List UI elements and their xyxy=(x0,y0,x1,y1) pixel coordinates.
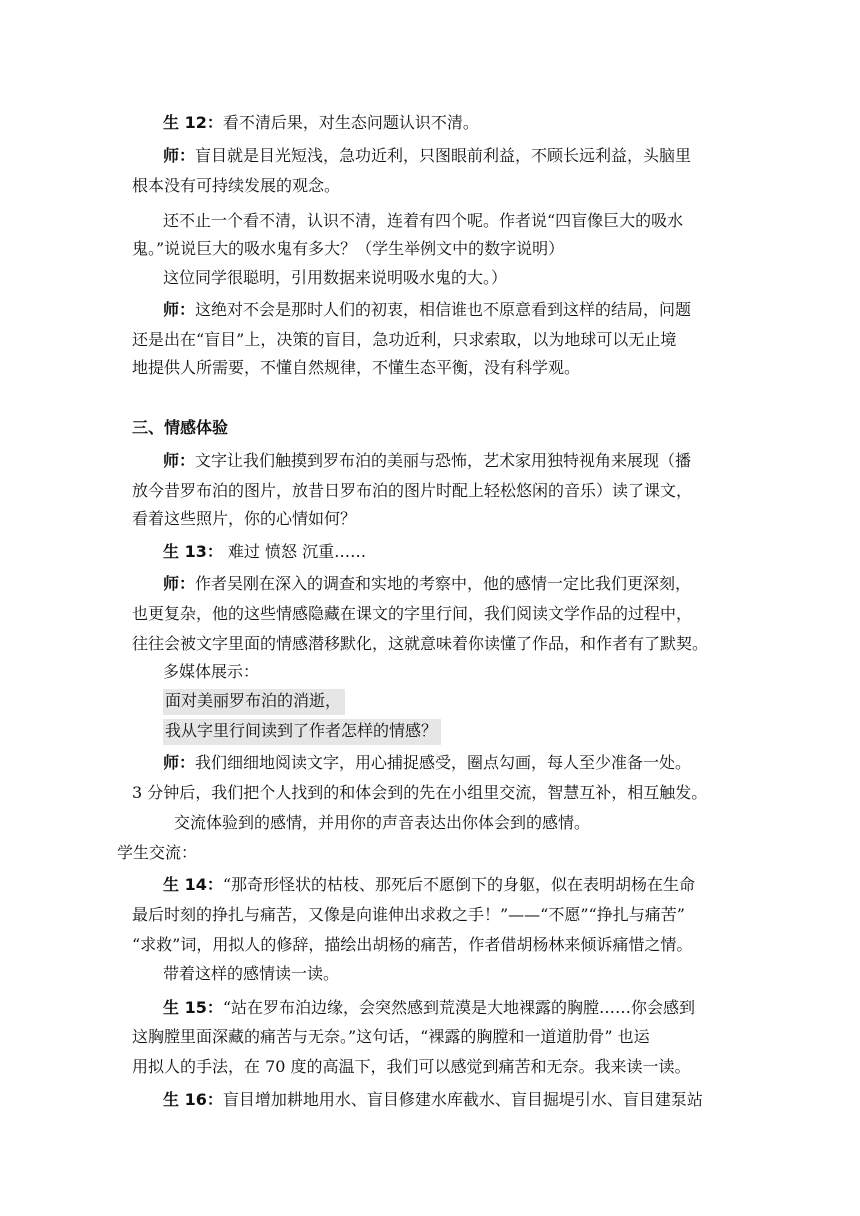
speaker-label: 师： xyxy=(163,753,196,772)
line-text: 还是出在“盲目”上，决策的盲目，急功近利，只求索取，以为地球可以无止境 xyxy=(132,330,677,349)
line-text: 这绝对不会是那时人们的初衷，相信谁也不原意看到这样的结局，问题 xyxy=(195,300,692,319)
line-text: 三、情感体验 xyxy=(132,418,229,437)
text-line xyxy=(163,689,345,715)
speaker-label: 生 15： xyxy=(163,998,223,1017)
line-text: 带着这样的感情读一读。 xyxy=(163,964,340,983)
text-line xyxy=(132,604,692,626)
speaker-label: 生 13： xyxy=(163,542,223,561)
text-line xyxy=(132,176,340,198)
speaker-label: 师： xyxy=(163,451,196,470)
text-line xyxy=(163,719,441,745)
text-line xyxy=(163,211,683,233)
text-line xyxy=(132,783,707,805)
speaker-label: 师： xyxy=(163,146,196,165)
speaker-label: 师： xyxy=(163,574,196,593)
text-line xyxy=(163,542,366,564)
text-line xyxy=(163,268,507,290)
line-text: 我从字里行间读到了作者怎样的情感？ xyxy=(165,721,438,740)
text-line xyxy=(132,481,692,503)
line-text: 学生交流： xyxy=(117,843,198,862)
line-text: 也更复杂，他的这些情感隐藏在课文的字里行间，我们阅读文学作品的过程中， xyxy=(132,604,693,623)
line-text: 用拟人的手法，在 70 度的高温下，我们可以感觉到痛苦和无奈。我来读一读。 xyxy=(132,1057,691,1076)
text-line xyxy=(163,964,339,986)
line-text: 放今昔罗布泊的图片，放昔日罗布泊的图片时配上轻松悠闲的音乐）读了课文， xyxy=(132,481,693,500)
line-text: 3 分钟后，我们把个人找到的和体会到的先在小组里交流，智慧互补，相互触发。 xyxy=(132,783,708,802)
text-line xyxy=(163,574,691,596)
text-line xyxy=(132,509,356,531)
text-line xyxy=(163,146,691,168)
text-line xyxy=(163,753,691,775)
line-text: 交流体验到的感情，并用你的声音表达出你体会到的感情。 xyxy=(174,813,591,832)
text-line xyxy=(163,875,695,897)
speaker-label: 生 14： xyxy=(163,875,223,894)
text-line xyxy=(174,813,590,835)
line-text: 根本没有可持续发展的观念。 xyxy=(132,176,341,195)
line-text: 难过 愤怒 沉重…… xyxy=(222,542,367,561)
text-line xyxy=(163,451,691,473)
speaker-label: 生 16： xyxy=(163,1090,223,1109)
text-line xyxy=(132,358,580,380)
text-line xyxy=(117,843,197,865)
line-text: 看不清后果，对生态问题认识不清。 xyxy=(222,113,479,132)
text-line xyxy=(132,418,228,440)
line-text: 这位同学很聪明，引用数据来说明吸水鬼的大。） xyxy=(163,268,508,287)
text-line xyxy=(163,300,691,322)
line-text: 这胸膛里面深藏的痛苦与无奈。”这句话，“裸露的胸膛和一道道肋骨” 也运 xyxy=(132,1027,650,1046)
line-text: 往往会被文字里面的情感潜移默化，这就意味着你读懂了作品，和作者有了默契。 xyxy=(132,634,709,653)
text-line xyxy=(132,935,692,957)
line-text: 还不止一个看不清，认识不清，连着有四个呢。作者说“四盲像巨大的吸水 xyxy=(163,211,684,230)
line-text: 盲目就是目光短浅，急功近利，只图眼前利益，不顾长远利益，头脑里 xyxy=(195,146,692,165)
text-line xyxy=(132,1027,650,1049)
line-text: 地提供人所需要，不懂自然规律，不懂生态平衡，没有科学观。 xyxy=(132,358,581,377)
line-text: 作者吴刚在深入的调查和实地的考察中，他的感情一定比我们更深刻， xyxy=(195,574,692,593)
text-line xyxy=(132,1057,691,1079)
line-text: 我们细细地阅读文字，用心捕捉感受，圈点勾画，每人至少准备一处。 xyxy=(195,753,692,772)
line-text: 盲目增加耕地用水、盲目修建水库截水、盲目掘堤引水、盲目建泵站 xyxy=(222,1090,703,1109)
line-text: 文字让我们触摸到罗布泊的美丽与恐怖，艺术家用独特视角来展现（播 xyxy=(195,451,692,470)
text-line xyxy=(163,998,695,1020)
text-line xyxy=(132,634,708,656)
text-line xyxy=(163,113,479,135)
text-line xyxy=(163,662,259,684)
speaker-label: 师： xyxy=(163,300,196,319)
line-text: “那奇形怪状的枯枝、那死后不愿倒下的身躯，似在表明胡杨在生命 xyxy=(222,875,696,894)
text-line xyxy=(163,1090,703,1112)
line-text: 看着这些照片，你的心情如何？ xyxy=(132,509,357,528)
line-text: 面对美丽罗布泊的消逝， xyxy=(165,691,342,710)
line-text: 最后时刻的挣扎与痛苦，又像是向谁伸出求救之手！”——“不愿”“挣扎与痛苦” xyxy=(132,905,685,924)
line-text: 鬼。”说说巨大的吸水鬼有多大？（学生举例文中的数字说明） xyxy=(132,239,565,258)
line-text: 多媒体展示： xyxy=(163,662,260,681)
text-line xyxy=(132,330,676,352)
text-line xyxy=(132,239,564,261)
line-text: “求救”词，用拟人的修辞，描绘出胡杨的痛苦，作者借胡杨林来倾诉痛惜之情。 xyxy=(132,935,693,954)
line-text: “站在罗布泊边缘，会突然感到荒漠是大地裸露的胸膛……你会感到 xyxy=(222,998,696,1017)
text-line xyxy=(132,905,685,927)
speaker-label: 生 12： xyxy=(163,113,223,132)
